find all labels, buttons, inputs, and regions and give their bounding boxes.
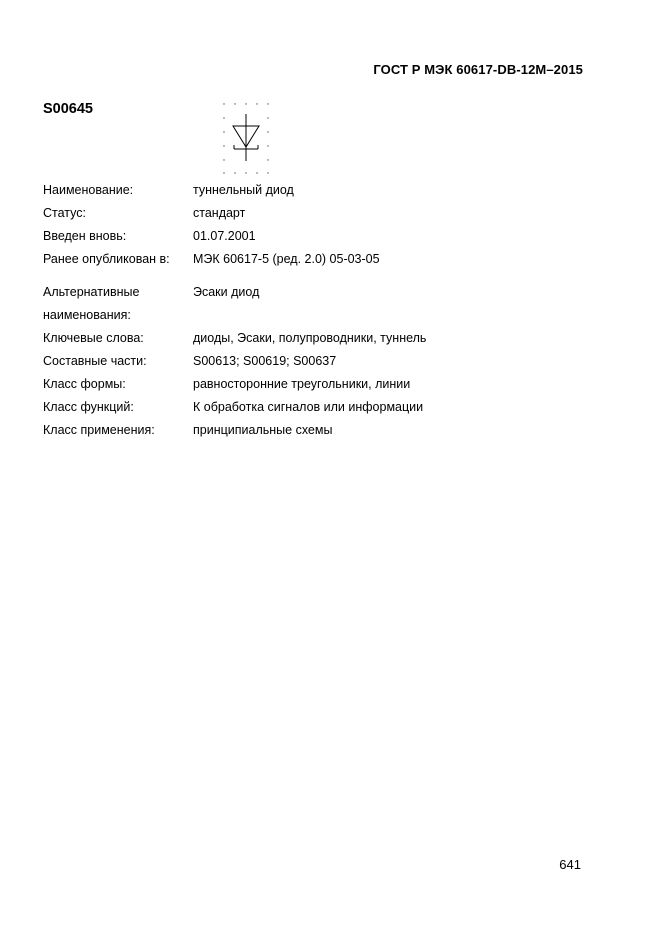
property-row-shape-class <box>43 373 603 396</box>
property-row-function-class <box>43 396 603 419</box>
property-value: диоды, Эсаки, полупроводники, туннель <box>193 331 427 345</box>
page-number: 641 <box>559 857 581 872</box>
property-label: Ключевые слова: <box>43 331 144 345</box>
property-value: МЭК 60617-5 (ред. 2.0) 05-03-05 <box>193 252 380 266</box>
property-value: принципиальные схемы <box>193 423 333 437</box>
property-row-status <box>43 202 603 225</box>
property-row-alternative-names-cont <box>43 304 603 327</box>
tunnel-diode-shape <box>233 114 259 161</box>
symbol-properties <box>43 179 603 442</box>
document-header: ГОСТ Р МЭК 60617-DB-12M–2015 <box>373 62 583 77</box>
property-label: наименования: <box>43 308 131 322</box>
property-value <box>193 304 603 327</box>
property-row-name <box>43 179 603 202</box>
property-row-previously-published <box>43 248 603 271</box>
property-label: Класс функций: <box>43 400 134 414</box>
property-label: Введен вновь: <box>43 229 127 243</box>
property-label: Класс формы: <box>43 377 126 391</box>
property-value: S00613; S00619; S00637 <box>193 354 337 368</box>
property-value: стандарт <box>193 206 246 220</box>
property-row-alternative-names <box>43 281 603 304</box>
symbol-id: S00645 <box>43 101 93 117</box>
property-value: 01.07.2001 <box>193 229 256 243</box>
property-row-introduced <box>43 225 603 248</box>
property-label: Ранее опубликован в: <box>43 252 170 266</box>
tunnel-diode-symbol-icon <box>220 101 274 177</box>
property-row-components <box>43 350 603 373</box>
property-row-keywords <box>43 327 603 350</box>
property-label: Класс применения: <box>43 423 155 437</box>
property-row-application-class <box>43 419 603 442</box>
property-label: Статус: <box>43 206 86 220</box>
property-value: туннельный диод <box>193 183 294 197</box>
property-label: Наименование: <box>43 183 134 197</box>
property-value: равносторонние треугольники, линии <box>193 377 411 391</box>
property-label: Составные части: <box>43 354 147 368</box>
property-label: Альтернативные <box>43 285 140 299</box>
property-value: К обработка сигналов или информации <box>193 400 424 414</box>
property-value: Эсаки диод <box>193 285 260 299</box>
